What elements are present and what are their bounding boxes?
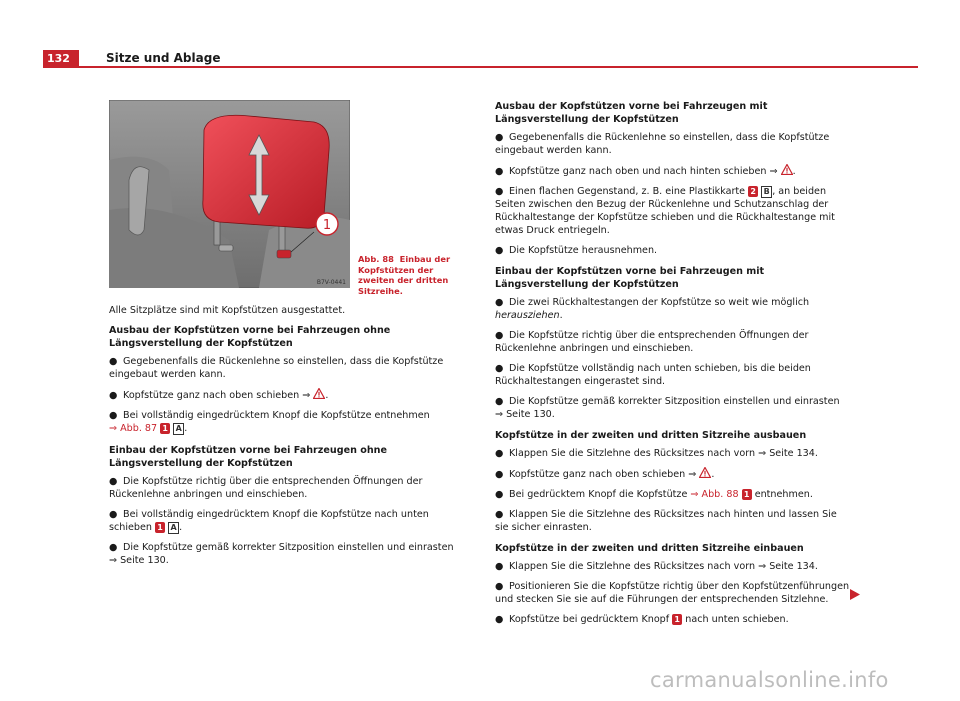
watermark: carmanualsonline.info	[650, 668, 889, 692]
figure-callout-1: 1	[322, 218, 332, 233]
letter-badge: B	[761, 186, 772, 198]
list-item: ● Kopfstütze ganz nach oben schieben ⇒ .	[495, 469, 715, 480]
list-item: ● Gegebenenfalls die Rückenlehne so einstellen, dass die Kopfstütze eingebaut werden kann.	[495, 132, 830, 156]
list-item: ● Die Kopfstütze richtig über die entsprechenden Öffnungen der Rückenlehne anbringen und einschieben.	[109, 476, 423, 500]
list-item: ● Die Kopfstütze gemäß korrekter Sitzposition einstellen und einrasten ⇒ Seite 130.	[495, 396, 840, 420]
figure-caption	[358, 254, 468, 296]
list-item: ● Positionieren Sie die Kopfstütze richtig über den Kopfstützenführungen und stecken Sie sie auf die Führungen der entsprechenden Sitzlehne.	[495, 581, 850, 605]
emphasis-text: herausziehen	[495, 310, 560, 321]
section-heading: Ausbau der Kopfstützen vorne bei Fahrzeugen mit Längsverstellung der Kopfstützen	[495, 101, 768, 125]
list-item: ● Klappen Sie die Sitzlehne des Rücksitzes nach vorn ⇒ Seite 134.	[495, 448, 818, 459]
list-item: ● Die zwei Rückhaltestangen der Kopfstütze so weit wie möglich herausziehen.	[495, 297, 810, 321]
left-column	[109, 304, 464, 574]
callout-badge: 1	[742, 489, 752, 500]
page-number: 132	[43, 50, 79, 67]
figure-headrest-illustration	[109, 100, 350, 288]
caption-text: Einbau der Kopfstützen der zweiten der dritten Sitzreihe.	[358, 254, 451, 296]
section-heading: Einbau der Kopfstützen vorne bei Fahrzeugen ohne Längsverstellung der Kopfstützen	[109, 445, 388, 469]
list-item: ● Einen flachen Gegenstand, z. B. eine Plastikkarte 2 B , an beiden Seiten zwischen den Bezug der Rückenlehne und Schutzanschlag der Rückhaltestange der Kopfstütze schieben und die Rückhaltestange mit etwas Druck entriegeln.	[495, 186, 835, 236]
list-item: ● Klappen Sie die Sitzlehne des Rücksitzes nach hinten und lassen Sie sie sicher einrasten.	[495, 509, 837, 533]
list-item: ● Gegebenenfalls die Rückenlehne so einstellen, dass die Kopfstütze eingebaut werden kann.	[109, 356, 444, 380]
list-item: ● Kopfstütze ganz nach oben schieben ⇒ .	[109, 390, 329, 401]
warning-triangle-icon[interactable]	[781, 164, 793, 175]
list-item: ● Die Kopfstütze herausnehmen.	[495, 245, 658, 256]
letter-badge: A	[173, 423, 184, 435]
warning-triangle-icon[interactable]	[699, 467, 711, 478]
page-title: Sitze und Ablage	[106, 51, 221, 65]
callout-badge: 1	[155, 522, 165, 533]
section-heading: Ausbau der Kopfstützen vorne bei Fahrzeugen ohne Längsverstellung der Kopfstützen	[109, 325, 391, 349]
list-item: ● Bei vollständig eingedrücktem Knopf die Kopfstütze nach unten schieben 1 A .	[109, 509, 429, 533]
list-item: ● Klappen Sie die Sitzlehne des Rücksitzes nach vorn ⇒ Seite 134.	[495, 561, 818, 572]
next-page-arrow-icon[interactable]	[850, 589, 860, 600]
callout-badge: 1	[672, 614, 682, 625]
callout-badge: 2	[748, 186, 758, 197]
list-item: ● Kopfstütze ganz nach oben und nach hinten schieben ⇒ .	[495, 166, 796, 177]
list-item: ● Die Kopfstütze vollständig nach unten schieben, bis die beiden Rückhaltestangen eingerastet sind.	[495, 363, 811, 387]
callout-badge: 1	[160, 423, 170, 434]
list-item: ● Bei gedrücktem Knopf die Kopfstütze ⇒ Abb. 88 1 entnehmen.	[495, 489, 813, 500]
caption-label: Abb. 88	[358, 254, 394, 264]
list-item: ● Die Kopfstütze gemäß korrekter Sitzposition einstellen und einrasten ⇒ Seite 130.	[109, 542, 454, 566]
intro-text: Alle Sitzplätze sind mit Kopfstützen ausgestattet.	[109, 305, 346, 316]
list-item: ● Bei vollständig eingedrücktem Knopf die Kopfstütze entnehmen ⇒ Abb. 87 1 A .	[109, 410, 430, 434]
figure-reference-link[interactable]: ⇒ Abb. 88	[690, 489, 739, 500]
list-item: ● Die Kopfstütze richtig über die entsprechenden Öffnungen der Rückenlehne anbringen und einschieben.	[495, 330, 809, 354]
figure-image-code: B7V-0441	[316, 279, 346, 286]
section-heading: Einbau der Kopfstützen vorne bei Fahrzeugen mit Längsverstellung der Kopfstützen	[495, 266, 765, 290]
letter-badge: A	[168, 522, 179, 534]
warning-triangle-icon[interactable]	[313, 388, 325, 399]
figure-reference-link[interactable]: ⇒ Abb. 87	[109, 423, 158, 434]
list-item: ● Kopfstütze bei gedrücktem Knopf 1 nach unten schieben.	[495, 614, 789, 625]
section-heading: Kopfstütze in der zweiten und dritten Sitzreihe ausbauen	[495, 430, 807, 441]
section-heading: Kopfstütze in der zweiten und dritten Sitzreihe einbauen	[495, 543, 804, 554]
header-rule	[43, 66, 918, 68]
right-column	[495, 100, 850, 633]
